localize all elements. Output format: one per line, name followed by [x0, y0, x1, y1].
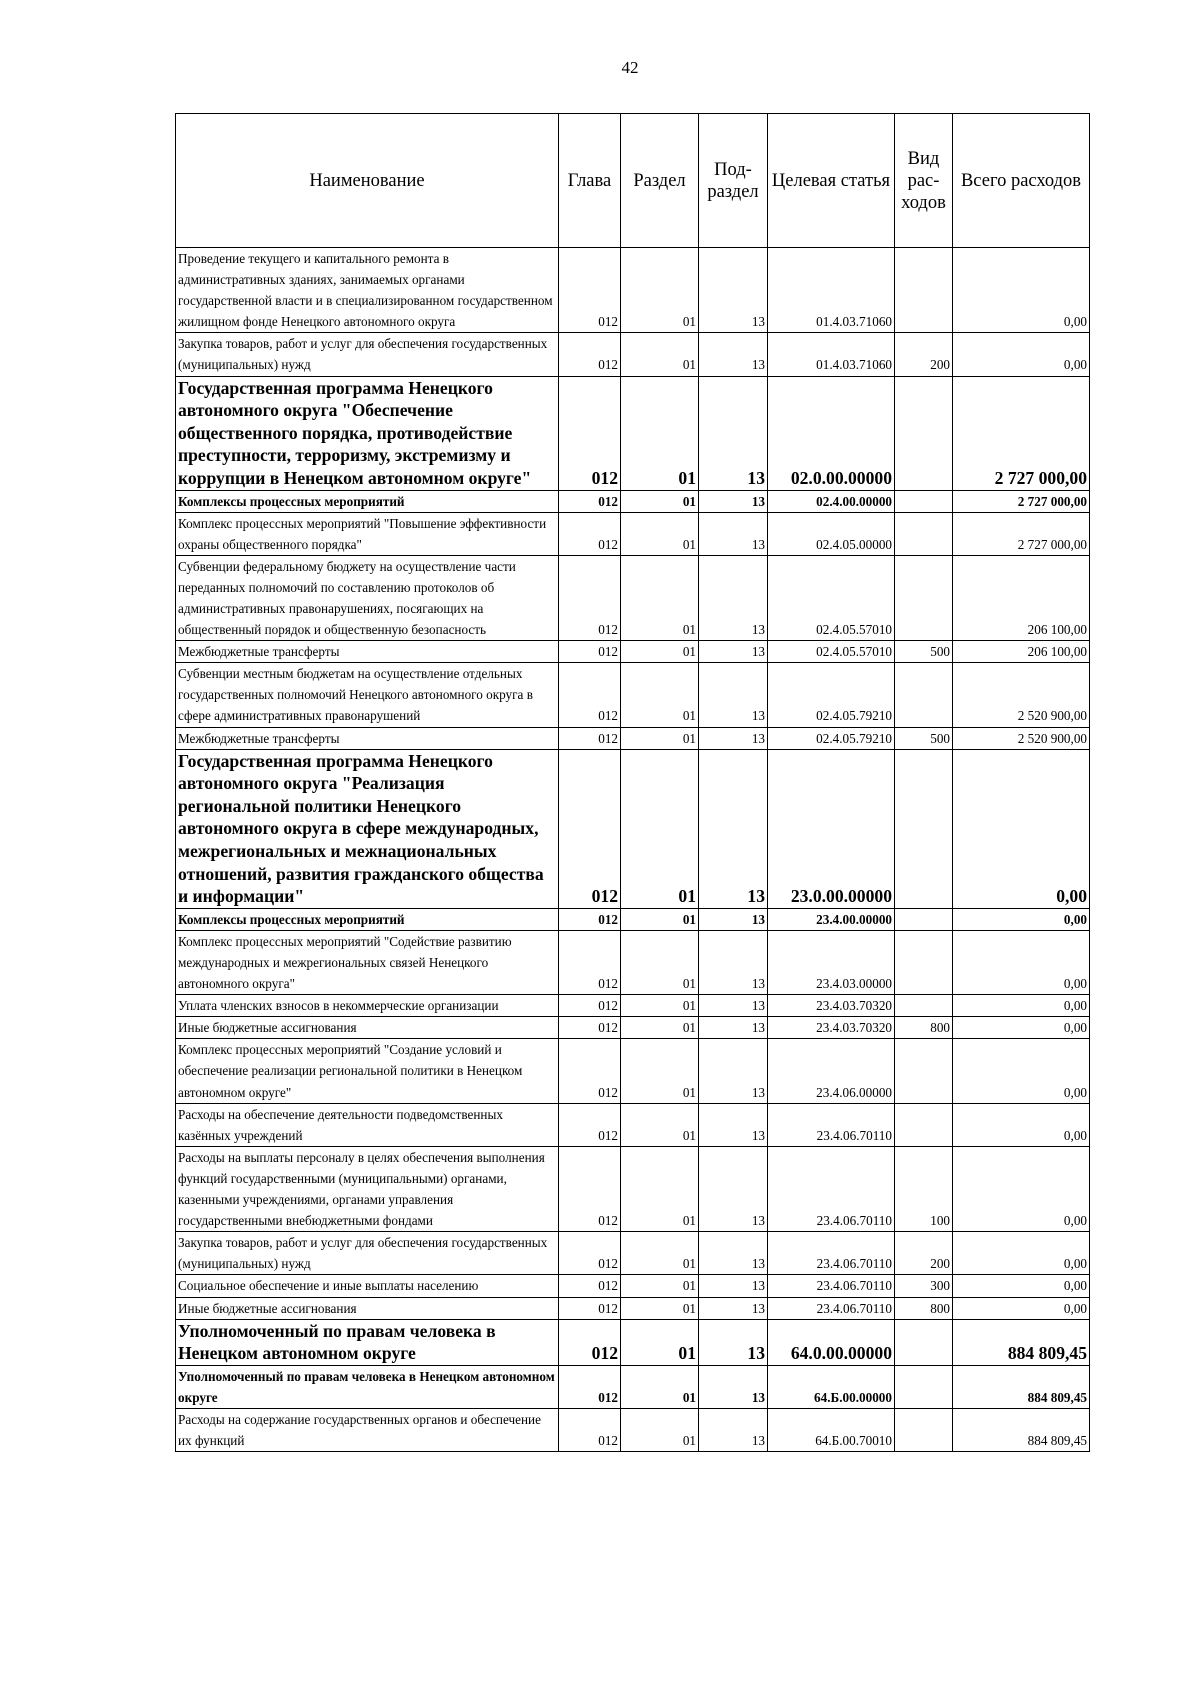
row-expense-type [895, 930, 953, 994]
table-row [176, 641, 1090, 663]
row-target: 23.4.03.00000 [768, 930, 895, 994]
row-total: 0,00 [953, 1017, 1090, 1039]
table-row [176, 930, 1090, 994]
row-section: 01 [621, 333, 699, 376]
row-name: Государственная программа Ненецкого автономного округа "Реализация региональной политики Ненецкого автономного округа в сфере международных, межрегиональных и межнациональных отношений, развития гражданского общества и информации" [176, 749, 559, 908]
row-subsection: 13 [699, 930, 768, 994]
header-target: Целевая статья [768, 114, 895, 248]
header-name: Наименование [176, 114, 559, 248]
row-expense-type: 200 [895, 1232, 953, 1275]
row-expense-type: 500 [895, 727, 953, 749]
row-target: 02.0.00.00000 [768, 376, 895, 490]
row-name: Расходы на выплаты персоналу в целях обеспечения выполнения функций государственными (муниципальными) органами, казенными учреждениями, органами управления государственными внебюджетными фондами [176, 1146, 559, 1231]
row-target: 02.4.05.79210 [768, 727, 895, 749]
row-section: 01 [621, 1365, 699, 1408]
row-subsection: 13 [699, 376, 768, 490]
row-total: 0,00 [953, 930, 1090, 994]
row-section: 01 [621, 1232, 699, 1275]
row-chapter: 012 [559, 1365, 621, 1408]
row-chapter: 012 [559, 333, 621, 376]
row-subsection: 13 [699, 1408, 768, 1451]
row-subsection: 13 [699, 555, 768, 640]
row-target: 23.4.03.70320 [768, 995, 895, 1017]
table-row [176, 663, 1090, 727]
row-name: Субвенции федеральному бюджету на осуществление части переданных полномочий по составлению протоколов об административных правонарушениях, посягающих на общественный порядок и общественную безопасность [176, 555, 559, 640]
row-target: 23.4.06.70110 [768, 1297, 895, 1319]
row-expense-type: 800 [895, 1297, 953, 1319]
row-total: 206 100,00 [953, 555, 1090, 640]
row-chapter: 012 [559, 512, 621, 555]
row-total: 0,00 [953, 1275, 1090, 1297]
table-row [176, 490, 1090, 512]
row-expense-type [895, 1319, 953, 1365]
table-row [176, 555, 1090, 640]
row-chapter: 012 [559, 1275, 621, 1297]
row-target: 23.4.06.70110 [768, 1146, 895, 1231]
table-row [176, 749, 1090, 908]
row-expense-type: 800 [895, 1017, 953, 1039]
row-name: Уполномоченный по правам человека в Ненецком автономном округе [176, 1365, 559, 1408]
row-chapter: 012 [559, 555, 621, 640]
row-name: Комплекс процессных мероприятий "Создание условий и обеспечение реализации региональной политики в Ненецком автономном округе" [176, 1039, 559, 1103]
row-subsection: 13 [699, 749, 768, 908]
row-chapter: 012 [559, 490, 621, 512]
row-section: 01 [621, 555, 699, 640]
row-name: Социальное обеспечение и иные выплаты населению [176, 1275, 559, 1297]
row-total: 2 520 900,00 [953, 727, 1090, 749]
row-section: 01 [621, 1017, 699, 1039]
row-subsection: 13 [699, 490, 768, 512]
table-row [176, 1408, 1090, 1451]
row-expense-type: 100 [895, 1146, 953, 1231]
row-subsection: 13 [699, 1103, 768, 1146]
row-chapter: 012 [559, 908, 621, 930]
row-total: 2 727 000,00 [953, 490, 1090, 512]
row-subsection: 13 [699, 1275, 768, 1297]
row-chapter: 012 [559, 1103, 621, 1146]
row-target: 23.4.03.70320 [768, 1017, 895, 1039]
row-expense-type [895, 248, 953, 333]
row-expense-type [895, 1408, 953, 1451]
row-target: 23.4.00.00000 [768, 908, 895, 930]
row-section: 01 [621, 248, 699, 333]
row-total: 2 727 000,00 [953, 512, 1090, 555]
row-subsection: 13 [699, 248, 768, 333]
row-total: 884 809,45 [953, 1319, 1090, 1365]
row-chapter: 012 [559, 749, 621, 908]
table-row [176, 908, 1090, 930]
row-total: 0,00 [953, 1297, 1090, 1319]
row-expense-type [895, 555, 953, 640]
row-expense-type [895, 490, 953, 512]
row-target: 02.4.05.57010 [768, 641, 895, 663]
header-expense-type: Вид рас- ходов [895, 114, 953, 248]
row-name: Закупка товаров, работ и услуг для обеспечения государственных (муниципальных) нужд [176, 1232, 559, 1275]
header-total: Всего расходов [953, 114, 1090, 248]
row-expense-type [895, 663, 953, 727]
row-subsection: 13 [699, 663, 768, 727]
row-section: 01 [621, 1103, 699, 1146]
row-expense-type: 300 [895, 1275, 953, 1297]
row-name: Комплексы процессных мероприятий [176, 490, 559, 512]
row-subsection: 13 [699, 1297, 768, 1319]
row-total: 0,00 [953, 749, 1090, 908]
row-target: 02.4.00.00000 [768, 490, 895, 512]
row-subsection: 13 [699, 1319, 768, 1365]
row-expense-type: 200 [895, 333, 953, 376]
row-chapter: 012 [559, 1017, 621, 1039]
row-expense-type [895, 1103, 953, 1146]
row-chapter: 012 [559, 995, 621, 1017]
row-expense-type [895, 1365, 953, 1408]
row-section: 01 [621, 641, 699, 663]
budget-table [175, 113, 1090, 1452]
row-expense-type [895, 908, 953, 930]
row-name: Проведение текущего и капитального ремонта в административных зданиях, занимаемых органами государственной власти и в специализированном государственном жилищном фонде Ненецкого автономного округа [176, 248, 559, 333]
row-name: Межбюджетные трансферты [176, 727, 559, 749]
row-name: Расходы на содержание государственных органов и обеспечение их функций [176, 1408, 559, 1451]
row-total: 0,00 [953, 1146, 1090, 1231]
row-section: 01 [621, 512, 699, 555]
header-chapter: Глава [559, 114, 621, 248]
row-total: 0,00 [953, 333, 1090, 376]
row-chapter: 012 [559, 376, 621, 490]
table-row [176, 727, 1090, 749]
row-chapter: 012 [559, 663, 621, 727]
row-target: 64.0.00.00000 [768, 1319, 895, 1365]
table-row [176, 376, 1090, 490]
row-total: 0,00 [953, 908, 1090, 930]
row-expense-type [895, 995, 953, 1017]
table-row [176, 1365, 1090, 1408]
row-subsection: 13 [699, 333, 768, 376]
table-header-row [176, 114, 1090, 248]
table-row [176, 1319, 1090, 1365]
row-subsection: 13 [699, 908, 768, 930]
row-chapter: 012 [559, 1297, 621, 1319]
row-subsection: 13 [699, 641, 768, 663]
row-chapter: 012 [559, 727, 621, 749]
row-target: 23.0.00.00000 [768, 749, 895, 908]
row-total: 884 809,45 [953, 1408, 1090, 1451]
row-section: 01 [621, 727, 699, 749]
table-row [176, 1103, 1090, 1146]
row-target: 23.4.06.00000 [768, 1039, 895, 1103]
row-name: Комплекс процессных мероприятий "Содействие развитию международных и межрегиональных связей Ненецкого автономного округа" [176, 930, 559, 994]
row-section: 01 [621, 663, 699, 727]
row-section: 01 [621, 376, 699, 490]
row-target: 02.4.05.00000 [768, 512, 895, 555]
row-chapter: 012 [559, 641, 621, 663]
row-subsection: 13 [699, 1017, 768, 1039]
table-row [176, 995, 1090, 1017]
row-section: 01 [621, 930, 699, 994]
row-target: 02.4.05.57010 [768, 555, 895, 640]
table-row [176, 333, 1090, 376]
row-name: Иные бюджетные ассигнования [176, 1297, 559, 1319]
row-section: 01 [621, 749, 699, 908]
row-subsection: 13 [699, 1146, 768, 1231]
row-subsection: 13 [699, 995, 768, 1017]
row-total: 0,00 [953, 248, 1090, 333]
row-subsection: 13 [699, 727, 768, 749]
header-subsection: Под- раздел [699, 114, 768, 248]
row-target: 01.4.03.71060 [768, 248, 895, 333]
row-section: 01 [621, 1275, 699, 1297]
row-name: Субвенции местным бюджетам на осуществление отдельных государственных полномочий Ненецкого автономного округа в сфере административных правонарушений [176, 663, 559, 727]
row-subsection: 13 [699, 1232, 768, 1275]
row-chapter: 012 [559, 1232, 621, 1275]
row-chapter: 012 [559, 1039, 621, 1103]
row-section: 01 [621, 1408, 699, 1451]
row-section: 01 [621, 1039, 699, 1103]
row-chapter: 012 [559, 248, 621, 333]
table-row [176, 512, 1090, 555]
row-name: Комплексы процессных мероприятий [176, 908, 559, 930]
table-row [176, 1039, 1090, 1103]
row-name: Иные бюджетные ассигнования [176, 1017, 559, 1039]
row-chapter: 012 [559, 1146, 621, 1231]
row-name: Комплекс процессных мероприятий "Повышение эффективности охраны общественного порядка" [176, 512, 559, 555]
row-target: 23.4.06.70110 [768, 1103, 895, 1146]
row-name: Закупка товаров, работ и услуг для обеспечения государственных (муниципальных) нужд [176, 333, 559, 376]
row-expense-type [895, 749, 953, 908]
row-name: Уполномоченный по правам человека в Ненецком автономном округе [176, 1319, 559, 1365]
row-target: 01.4.03.71060 [768, 333, 895, 376]
table-row [176, 1275, 1090, 1297]
row-total: 0,00 [953, 1103, 1090, 1146]
row-target: 64.Б.00.70010 [768, 1408, 895, 1451]
row-total: 0,00 [953, 995, 1090, 1017]
row-section: 01 [621, 995, 699, 1017]
row-total: 0,00 [953, 1039, 1090, 1103]
header-section: Раздел [621, 114, 699, 248]
table-row [176, 248, 1090, 333]
row-target: 23.4.06.70110 [768, 1232, 895, 1275]
row-subsection: 13 [699, 1365, 768, 1408]
row-chapter: 012 [559, 1319, 621, 1365]
row-section: 01 [621, 490, 699, 512]
row-target: 02.4.05.79210 [768, 663, 895, 727]
row-expense-type [895, 1039, 953, 1103]
row-expense-type [895, 512, 953, 555]
row-expense-type [895, 376, 953, 490]
row-total: 2 520 900,00 [953, 663, 1090, 727]
row-section: 01 [621, 1319, 699, 1365]
row-name: Межбюджетные трансферты [176, 641, 559, 663]
table-row [176, 1232, 1090, 1275]
row-target: 23.4.06.70110 [768, 1275, 895, 1297]
table-row [176, 1146, 1090, 1231]
row-expense-type: 500 [895, 641, 953, 663]
row-subsection: 13 [699, 1039, 768, 1103]
row-section: 01 [621, 1146, 699, 1231]
row-name: Государственная программа Ненецкого автономного округа "Обеспечение общественного порядка, противодействие преступности, терроризму, экстремизму и коррупции в Ненецком автономном округе" [176, 376, 559, 490]
row-total: 2 727 000,00 [953, 376, 1090, 490]
row-total: 206 100,00 [953, 641, 1090, 663]
row-section: 01 [621, 1297, 699, 1319]
row-target: 64.Б.00.00000 [768, 1365, 895, 1408]
row-name: Уплата членских взносов в некоммерческие организации [176, 995, 559, 1017]
row-section: 01 [621, 908, 699, 930]
page-number: 42 [621, 58, 639, 77]
row-total: 884 809,45 [953, 1365, 1090, 1408]
row-chapter: 012 [559, 1408, 621, 1451]
row-chapter: 012 [559, 930, 621, 994]
table-row [176, 1297, 1090, 1319]
row-name: Расходы на обеспечение деятельности подведомственных казённых учреждений [176, 1103, 559, 1146]
row-total: 0,00 [953, 1232, 1090, 1275]
row-subsection: 13 [699, 512, 768, 555]
table-row [176, 1017, 1090, 1039]
